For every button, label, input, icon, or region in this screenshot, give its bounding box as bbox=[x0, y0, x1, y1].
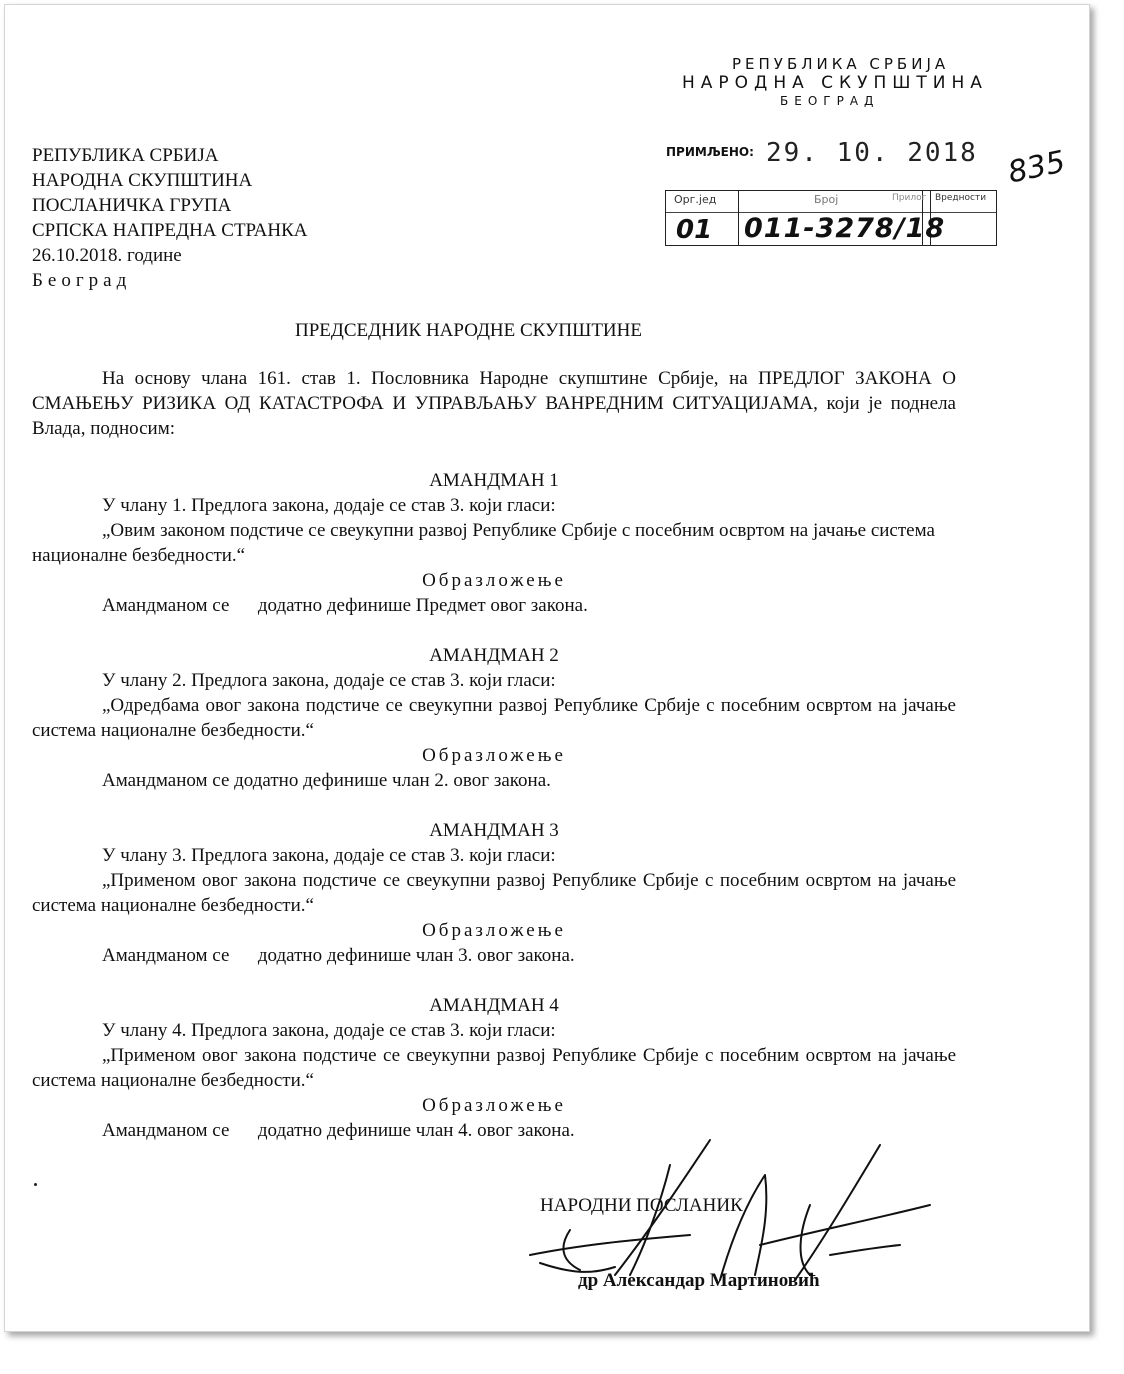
amendment-4-quote: „Применом овог закона подстиче се свеукупни развој Републике Србије с посебним освртом на јачање система националне безбедности.“ bbox=[32, 1045, 956, 1091]
amendment-1-expl: Амандманом се додатно дефинише Предмет овог закона. bbox=[102, 595, 588, 616]
amendment-2-lead: У члану 2. Предлога закона, додаје се став 3. који гласи: bbox=[102, 670, 556, 691]
stamp-col-value: Вредности bbox=[935, 193, 987, 203]
amendment-4-title: АМАНДМАН 4 bbox=[429, 995, 559, 1016]
amendment-4-expl: Амандманом се додатно дефинише члан 4. овог закона. bbox=[102, 1120, 575, 1141]
amendment-3-quote: „Применом овог закона подстиче се свеукупни развој Републике Србије с посебним освртом на јачање система националне безбедности.“ bbox=[32, 870, 956, 916]
amendment-2-expl-title: Образложење bbox=[422, 745, 566, 766]
sender-date: 26.10.2018. године bbox=[32, 245, 182, 266]
amendment-3-title: АМАНДМАН 3 bbox=[429, 820, 559, 841]
amendment-4-lead: У члану 4. Предлога закона, додаје се став 3. који гласи: bbox=[102, 1020, 556, 1041]
sender-line-3: ПОСЛАНИЧКА ГРУПА bbox=[32, 195, 232, 216]
sender-line-4: СРПСКА НАПРЕДНА СТРАНКА bbox=[32, 220, 308, 241]
intro-paragraph: На основу члана 161. став 1. Пословника Народне скупштине Србије, на ПРЕДЛОГ ЗАКОНА О СМАЊЕЊУ РИЗИКА ОД КАТАСТРОФА И УПРАВЉАЊУ ВАНРЕДНИМ СИТУАЦИЈАМА, који је поднела Влада, подносим: bbox=[32, 368, 956, 439]
signature-name: др Александар Мартиновић bbox=[578, 1270, 820, 1291]
addressee: ПРЕДСЕДНИК НАРОДНЕ СКУПШТИНЕ bbox=[295, 320, 642, 341]
stamp-col-number: Број bbox=[814, 193, 839, 206]
amendment-3-expl: Амандманом се додатно дефинише члан 3. овог закона. bbox=[102, 945, 575, 966]
stamp-registry-table bbox=[665, 190, 997, 246]
stamp-received-date: 29. 10. 2018 bbox=[766, 138, 978, 168]
amendment-2-expl: Амандманом се додатно дефинише члан 2. овог закона. bbox=[102, 770, 551, 791]
stamp-line-3: БЕОГРАД bbox=[780, 94, 880, 108]
stamp-line-1: РЕПУБЛИКА СРБИЈА bbox=[732, 55, 950, 73]
sender-line-2: НАРОДНА СКУПШТИНА bbox=[32, 170, 253, 191]
stray-mark bbox=[34, 1183, 37, 1186]
amendment-1-quote: „Овим законом подстиче се свеукупни развој Републике Србије с посебним освртом на јачање система националне безбедности.“ bbox=[32, 520, 935, 566]
stamp-number-value: 011-3278/18 bbox=[744, 213, 946, 244]
stamp-margin-note: 835 bbox=[1004, 144, 1069, 191]
amendment-2-quote: „Одредбама овог закона подстиче се свеукупни развој Републике Србије с посебним освртом на јачање система националне безбедности.“ bbox=[32, 695, 956, 741]
stamp-line-2: НАРОДНА СКУПШТИНА bbox=[682, 73, 988, 93]
sender-city: Београд bbox=[32, 270, 132, 291]
amendment-3-expl-title: Образложење bbox=[422, 920, 566, 941]
amendment-1-title: АМАНДМАН 1 bbox=[429, 470, 559, 491]
stamp-received-label: ПРИМЉЕНО: bbox=[666, 145, 754, 159]
amendment-2-title: АМАНДМАН 2 bbox=[429, 645, 559, 666]
stamp-col-attach: Прилог bbox=[892, 193, 927, 203]
amendment-1-expl-title: Образложење bbox=[422, 570, 566, 591]
amendment-3-lead: У члану 3. Предлога закона, додаје се став 3. који гласи: bbox=[102, 845, 556, 866]
amendment-4-expl-title: Образложење bbox=[422, 1095, 566, 1116]
amendment-1-lead: У члану 1. Предлога закона, додаје се став 3. који гласи: bbox=[102, 495, 556, 516]
handwritten-signature bbox=[520, 1135, 940, 1285]
stamp-org-value: 01 bbox=[676, 215, 713, 245]
signature-role: НАРОДНИ ПОСЛАНИК bbox=[540, 1195, 743, 1216]
stamp-col-org: Орг.јед bbox=[674, 193, 717, 206]
sender-line-1: РЕПУБЛИКА СРБИЈА bbox=[32, 145, 219, 166]
